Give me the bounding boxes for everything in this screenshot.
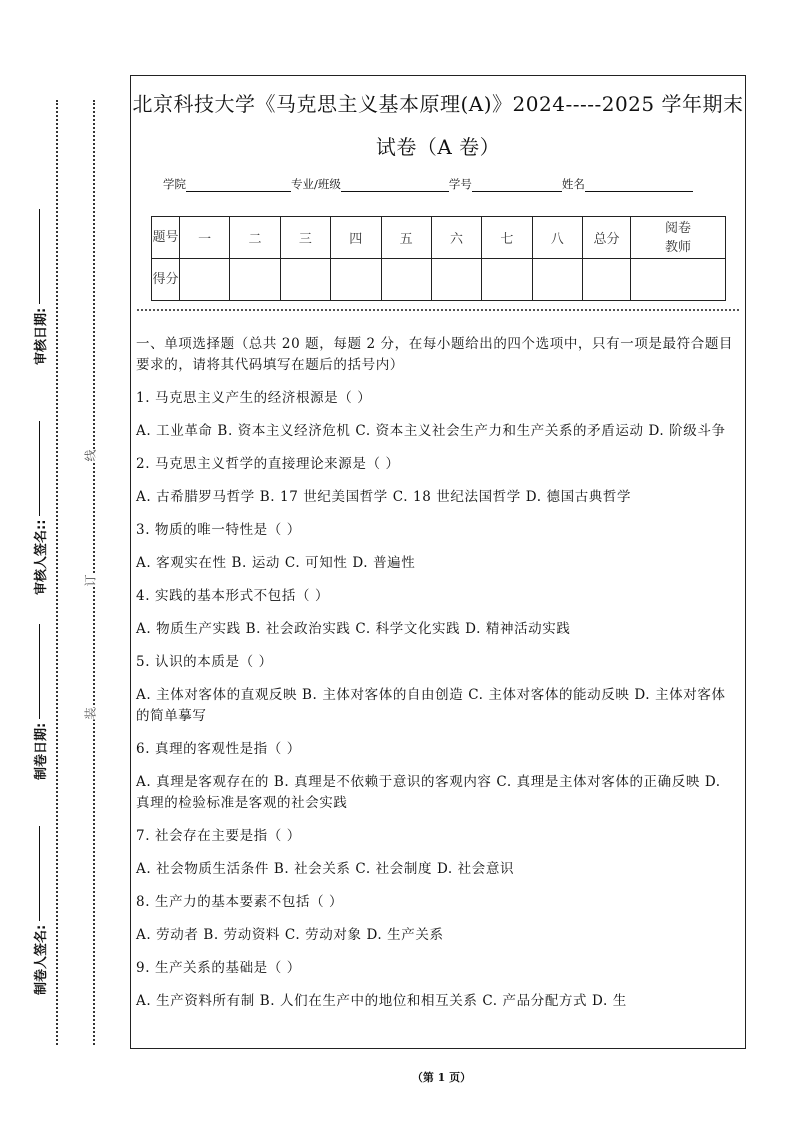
score-cell[interactable]: [230, 259, 280, 301]
exam-frame: [130, 75, 746, 1049]
col-header: 七: [482, 217, 532, 259]
question-stem: 9. 生产关系的基础是（ ）: [136, 960, 301, 976]
student-id-input[interactable]: [472, 180, 562, 192]
blank-line[interactable]: [39, 826, 40, 921]
blank-line[interactable]: [39, 421, 40, 516]
col-header: 五: [381, 217, 431, 259]
name-label: 姓名: [561, 177, 585, 191]
question-stem: 6. 真理的客观性是指（ ）: [136, 741, 301, 757]
bind-char-ding: 订: [83, 574, 98, 587]
col-header: 一: [180, 217, 230, 259]
col-header: 四: [331, 217, 381, 259]
question-options: A. 古希腊罗马哲学 B. 17 世纪美国哲学 C. 18 世纪法国哲学 D. 德国古典哲学: [136, 489, 632, 505]
maker-date-field: [30, 624, 49, 780]
reviewer-sign-field: [30, 421, 49, 595]
bind-char-xian: 线: [83, 449, 98, 462]
question-options: A. 真理是客观存在的 B. 真理是不依赖于意识的客观内容 C. 真理是主体对客体的正确反映 D. 真理的检验标准是客观的社会实践: [136, 774, 721, 811]
label: 制卷人签名:: [34, 924, 49, 995]
exam-subtitle: 试卷（A 卷）: [375, 135, 501, 159]
row-label: 得分: [152, 259, 180, 301]
question-stem: 2. 马克思主义哲学的直接理论来源是（ ）: [136, 456, 400, 472]
student-info: [163, 176, 693, 192]
page-number: （第 1 页）: [411, 1071, 472, 1084]
question-stem: 8. 生产力的基本要素不包括（ ）: [136, 894, 344, 910]
score-cell[interactable]: [583, 259, 631, 301]
label: 审核日期:: [34, 307, 49, 365]
college-input[interactable]: [186, 180, 291, 192]
score-cell[interactable]: [381, 259, 431, 301]
score-cell[interactable]: [280, 259, 330, 301]
question-options: A. 劳动者 B. 劳动资料 C. 劳动对象 D. 生产关系: [136, 927, 444, 943]
score-cell[interactable]: [180, 259, 230, 301]
exam-title: 北京科技大学《马克思主义基本原理(A)》2024-----2025 学年期末: [132, 92, 744, 116]
question-stem: 7. 社会存在主要是指（ ）: [136, 828, 301, 844]
section-intro: 一、单项选择题（总共 20 题，每题 2 分，在每小题给出的四个选项中，只有一项是最符合题目要求的，请将其代码填写在题后的括号内）: [136, 336, 734, 373]
score-table: [151, 216, 726, 301]
question-stem: 1. 马克思主义产生的经济根源是（ ）: [136, 390, 372, 406]
question-options: A. 物质生产实践 B. 社会政治实践 C. 科学文化实践 D. 精神活动实践: [136, 621, 571, 637]
label: 审核人签名::: [34, 519, 49, 595]
row-label: 题号: [152, 217, 180, 259]
dotted-separator: [137, 309, 739, 311]
table-row: [152, 259, 726, 301]
score-cell[interactable]: [482, 259, 532, 301]
college-label: 学院: [163, 177, 186, 191]
label: 制卷日期:: [34, 722, 49, 780]
binding-dotted-line: [93, 100, 95, 1045]
question-options: A. 主体对客体的直观反映 B. 主体对客体的自由创造 C. 主体对客体的能动反映 D. 主体对客体的简单摹写: [136, 687, 726, 724]
blank-line[interactable]: [39, 624, 40, 719]
question-options: A. 工业革命 B. 资本主义经济危机 C. 资本主义社会生产力和生产关系的矛盾运动 D. 阶级斗争: [136, 423, 726, 439]
major-label: 专业/班级: [291, 177, 341, 191]
table-row: [152, 217, 726, 259]
col-header: 八: [532, 217, 582, 259]
question-options: A. 社会物质生活条件 B. 社会关系 C. 社会制度 D. 社会意识: [136, 861, 515, 877]
score-cell[interactable]: [331, 259, 381, 301]
col-header: 阅卷教师: [631, 217, 726, 259]
score-cell[interactable]: [431, 259, 481, 301]
question-stem: 3. 物质的唯一特性是（ ）: [136, 522, 301, 538]
name-input[interactable]: [585, 180, 693, 192]
maker-sign-field: [30, 826, 49, 995]
bind-char-zhuang: 装: [83, 707, 98, 720]
question-options: A. 生产资料所有制 B. 人们在生产中的地位和相互关系 C. 产品分配方式 D. 生: [136, 993, 627, 1009]
question-section: [136, 334, 739, 1024]
reviewer-date-field: [30, 209, 49, 365]
major-input[interactable]: [341, 180, 449, 192]
question-options: A. 客观实在性 B. 运动 C. 可知性 D. 普遍性: [136, 555, 416, 571]
student-id-label: 学号: [448, 177, 472, 191]
score-cell[interactable]: [532, 259, 582, 301]
question-stem: 4. 实践的基本形式不包括（ ）: [136, 588, 330, 604]
question-stem: 5. 认识的本质是（ ）: [136, 654, 273, 670]
blank-line[interactable]: [39, 209, 40, 304]
col-header: 三: [280, 217, 330, 259]
col-header: 六: [431, 217, 481, 259]
col-header: 二: [230, 217, 280, 259]
score-cell[interactable]: [631, 259, 726, 301]
col-header: 总分: [583, 217, 631, 259]
outer-dotted-line: [56, 100, 58, 1045]
